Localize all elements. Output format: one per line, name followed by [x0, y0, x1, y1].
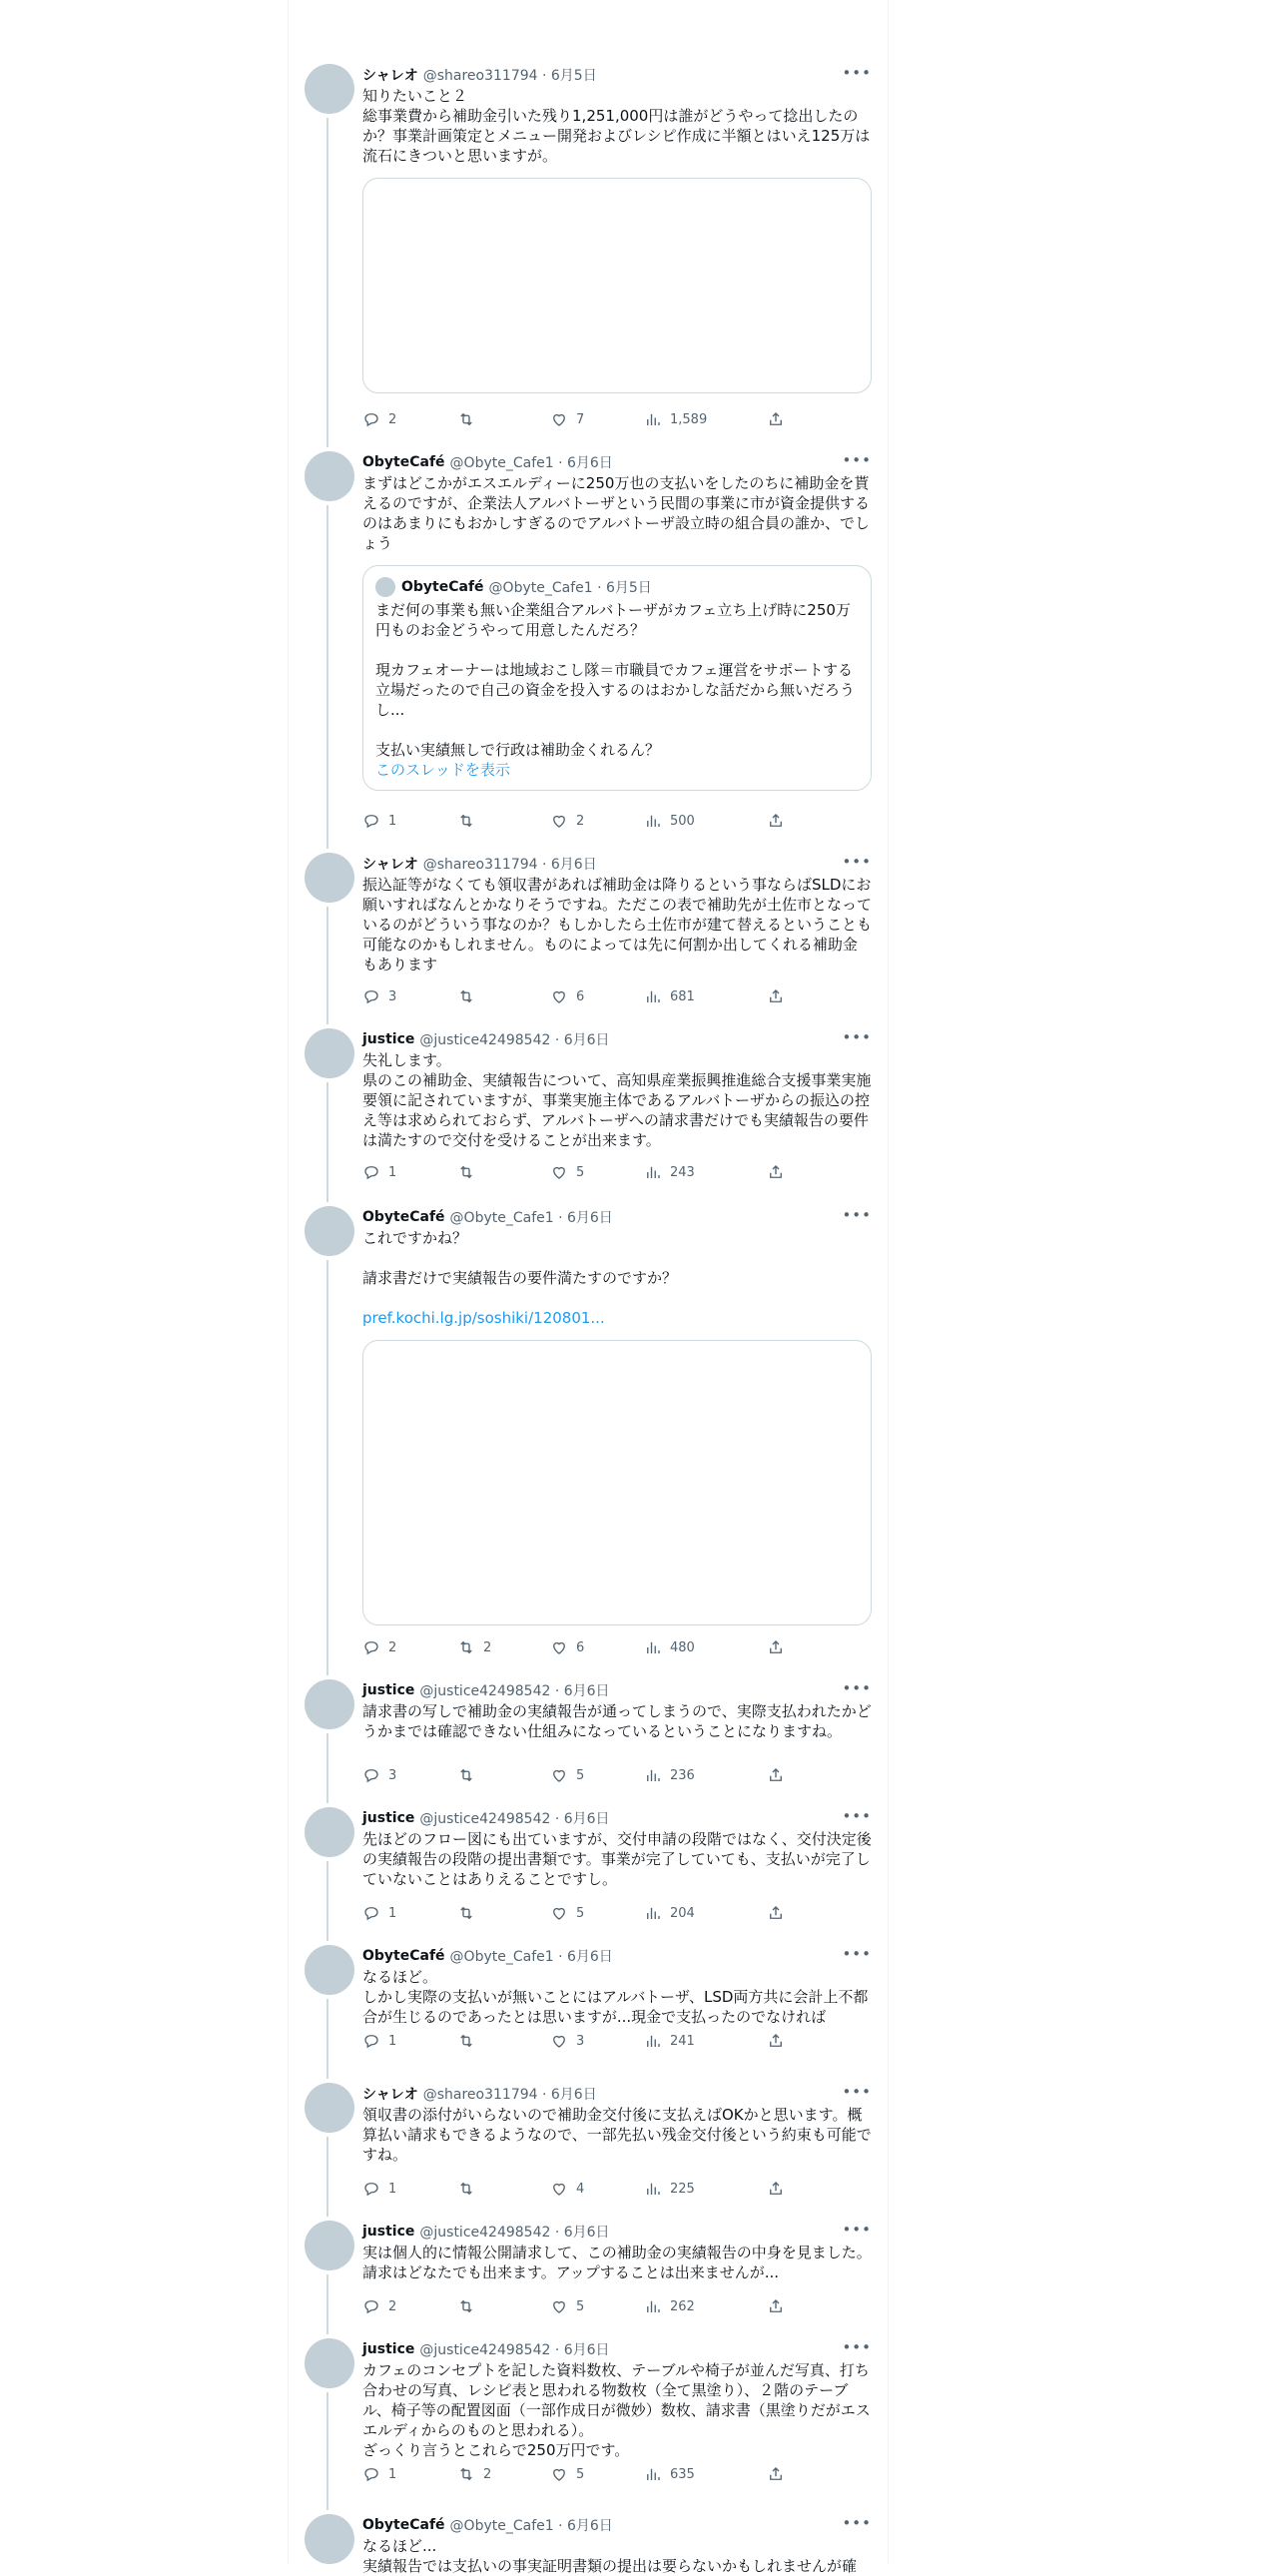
- reply-button[interactable]: 3: [362, 987, 396, 1005]
- author-name[interactable]: シャレオ: [362, 857, 418, 873]
- share-icon: [767, 1766, 785, 1784]
- tweet-text: なるほど... 実績報告では支払いの事実証明書類の提出は要らないかもしれませんが確: [362, 2537, 858, 2575]
- thread-line: [326, 118, 328, 447]
- reply-icon: [362, 2032, 380, 2050]
- views-button[interactable]: 262: [644, 2297, 695, 2315]
- author-meta[interactable]: @Obyte_Cafe1 · 6月6日: [449, 1210, 613, 1226]
- media-card[interactable]: [362, 178, 872, 393]
- author-meta[interactable]: @shareo311794 · 6月6日: [422, 857, 597, 873]
- views-icon: [644, 2180, 662, 2198]
- tweet[interactable]: [289, 2514, 888, 2575]
- author-name[interactable]: ObyteCafé: [362, 2517, 445, 2533]
- share-button[interactable]: [767, 987, 785, 1005]
- tweet-text: 請求書の写しで補助金の実績報告が通ってしまうので、実際支払われたかどうかまでは確認できない仕組みになっているということになりますね。: [362, 1702, 872, 1740]
- tweet-actions: [362, 986, 872, 1006]
- author-name[interactable]: シャレオ: [362, 2087, 418, 2103]
- views-icon: [644, 987, 662, 1005]
- views-icon: [644, 2297, 662, 2315]
- retweet-icon: [457, 1163, 475, 1181]
- tweet[interactable]: [289, 853, 888, 1028]
- like-icon: [550, 1163, 568, 1181]
- tweet[interactable]: [289, 1028, 888, 1206]
- share-button[interactable]: [767, 1163, 785, 1181]
- reply-icon: [362, 2297, 380, 2315]
- like-icon: [550, 2297, 568, 2315]
- share-icon: [767, 987, 785, 1005]
- show-thread-link[interactable]: このスレッドを表示: [375, 761, 510, 779]
- views-icon: [644, 410, 662, 428]
- more-icon[interactable]: •••: [842, 1807, 872, 1825]
- retweet-button[interactable]: [457, 410, 483, 428]
- like-icon: [550, 2032, 568, 2050]
- share-button[interactable]: [767, 2465, 785, 2483]
- thread-line: [326, 2137, 328, 2217]
- tweet-text: 知りたいこと２ 総事業費から補助金引いた残り1,251,000円は誰がどうやって捻出したのか？事業計画策定とメニュー開発およびレシピ作成に半額とはいえ125万は流石にきついと思いますが。: [362, 87, 871, 165]
- retweet-icon: [457, 1904, 475, 1922]
- like-button[interactable]: 7: [550, 410, 584, 428]
- tweet[interactable]: [289, 2338, 888, 2514]
- share-icon: [767, 1638, 785, 1656]
- avatar[interactable]: [305, 64, 354, 114]
- reply-button[interactable]: 1: [362, 812, 396, 830]
- tweet-actions: [362, 1903, 872, 1923]
- share-button[interactable]: [767, 2180, 785, 2198]
- share-icon: [767, 1904, 785, 1922]
- retweet-icon: [457, 2297, 475, 2315]
- tweet[interactable]: [289, 2083, 888, 2221]
- quote-author-meta: @Obyte_Cafe1 · 6月5日: [488, 580, 652, 596]
- views-button[interactable]: 635: [644, 2465, 695, 2483]
- retweet-icon: [457, 410, 475, 428]
- share-icon: [767, 410, 785, 428]
- tweet-actions: [362, 2464, 872, 2484]
- tweet-actions: [362, 2031, 872, 2051]
- tweet-actions: [362, 1162, 872, 1182]
- like-button[interactable]: 5: [550, 2465, 584, 2483]
- views-button[interactable]: 243: [644, 1163, 695, 1181]
- reply-button[interactable]: 2: [362, 1638, 396, 1656]
- retweet-icon: [457, 1638, 475, 1656]
- thread-line: [326, 907, 328, 1024]
- more-icon[interactable]: •••: [842, 853, 872, 871]
- author-meta[interactable]: @Obyte_Cafe1 · 6月6日: [449, 2518, 613, 2534]
- tweet-text: 振込証等がなくても領収書があれば補助金は降りるという事ならばSLDにお願いすればなんとかなりそうですね。ただこの表で補助先が土佐市となっているのがどういう事なのか？もしかしたら土佐市が建て替えるということも可能なのかもしれません。ものによっては先に何割か出してくれる補助金もあります: [362, 876, 873, 973]
- share-icon: [767, 2465, 785, 2483]
- thread-line: [326, 1999, 328, 2079]
- media-card[interactable]: [362, 1340, 872, 1625]
- tweet[interactable]: [289, 64, 888, 451]
- retweet-button[interactable]: [457, 1163, 483, 1181]
- author-name[interactable]: justice: [362, 1682, 415, 1698]
- tweet[interactable]: [289, 1206, 888, 1679]
- retweet-button[interactable]: [457, 812, 483, 830]
- author-name[interactable]: ObyteCafé: [362, 454, 445, 470]
- tweet-text: これですかね？ 請求書だけで実績報告の要件満たすのですか？: [362, 1229, 678, 1287]
- like-icon: [550, 1638, 568, 1656]
- author-meta[interactable]: @justice42498542 · 6月6日: [419, 1811, 610, 1827]
- author-name[interactable]: justice: [362, 1031, 415, 1047]
- tweet-text: 失礼します。 県のこの補助金、実績報告について、高知県産業振興推進総合支援事業実施要領に記されていますが、事業実施主体であるアルバトーザからの振込の控え等は求められておらず、アルバトーザへの請求書だけでも実績報告の要件は満たすので交付を受けることが出来ます。: [362, 1051, 872, 1149]
- share-icon: [767, 812, 785, 830]
- author-meta[interactable]: @Obyte_Cafe1 · 6月6日: [449, 1949, 613, 1965]
- tweet[interactable]: [289, 1945, 888, 2083]
- tweet[interactable]: [289, 1679, 888, 1807]
- views-button[interactable]: 681: [644, 987, 695, 1005]
- tweet-text: なるほど。 しかし実際の支払いが無いことにはアルバトーザ、LSD両方共に会計上不都合が生じるのであったとは思いますが...現金で支払ったのでなければ: [362, 1968, 869, 2026]
- reply-button[interactable]: 2: [362, 2297, 396, 2315]
- quote-author-name: ObyteCafé: [401, 579, 484, 595]
- author-meta[interactable]: @Obyte_Cafe1 · 6月6日: [449, 455, 613, 471]
- like-button[interactable]: 3: [550, 2032, 584, 2050]
- author-meta[interactable]: @shareo311794 · 6月6日: [422, 2087, 597, 2103]
- tweet[interactable]: [289, 1807, 888, 1945]
- more-icon[interactable]: •••: [842, 451, 872, 469]
- author-meta[interactable]: @shareo311794 · 6月5日: [422, 68, 597, 84]
- avatar[interactable]: [305, 2083, 354, 2133]
- like-icon: [550, 410, 568, 428]
- tweet-actions: [362, 1637, 872, 1657]
- share-button[interactable]: [767, 2032, 785, 2050]
- reply-icon: [362, 2180, 380, 2198]
- reply-button[interactable]: 1: [362, 1904, 396, 1922]
- more-icon[interactable]: •••: [842, 2083, 872, 2101]
- retweet-icon: [457, 2180, 475, 2198]
- author-name[interactable]: ObyteCafé: [362, 1209, 445, 1225]
- avatar[interactable]: [305, 2221, 354, 2270]
- like-button[interactable]: 6: [550, 1638, 584, 1656]
- retweet-button[interactable]: 2: [457, 1638, 491, 1656]
- avatar[interactable]: [305, 1945, 354, 1995]
- views-icon: [644, 1638, 662, 1656]
- thread-line: [326, 2274, 328, 2334]
- like-icon: [550, 812, 568, 830]
- retweet-button[interactable]: [457, 1766, 483, 1784]
- views-icon: [644, 1163, 662, 1181]
- avatar[interactable]: [305, 2514, 354, 2564]
- tweet-actions: [362, 1765, 872, 1785]
- thread-line: [326, 1260, 328, 1675]
- author-name[interactable]: justice: [362, 2341, 415, 2357]
- tweet-actions: [362, 811, 872, 831]
- reply-icon: [362, 2465, 380, 2483]
- reply-icon: [362, 987, 380, 1005]
- thread-line: [326, 505, 328, 849]
- avatar[interactable]: [305, 1028, 354, 1078]
- retweet-icon: [457, 812, 475, 830]
- author-meta[interactable]: @justice42498542 · 6月6日: [419, 1683, 610, 1699]
- quoted-tweet[interactable]: [362, 565, 872, 791]
- like-button[interactable]: 4: [550, 2180, 584, 2198]
- avatar[interactable]: [305, 1679, 354, 1729]
- reply-icon: [362, 1163, 380, 1181]
- avatar[interactable]: [305, 2338, 354, 2388]
- like-button[interactable]: 6: [550, 987, 584, 1005]
- author-meta[interactable]: @justice42498542 · 6月6日: [419, 2342, 610, 2358]
- views-button[interactable]: 480: [644, 1638, 695, 1656]
- share-icon: [767, 2297, 785, 2315]
- like-icon: [550, 2180, 568, 2198]
- views-button[interactable]: 204: [644, 1904, 695, 1922]
- share-button[interactable]: [767, 812, 785, 830]
- more-icon[interactable]: •••: [842, 1945, 872, 1963]
- author-meta[interactable]: @justice42498542 · 6月6日: [419, 1032, 610, 1048]
- share-icon: [767, 2180, 785, 2198]
- reply-icon: [362, 812, 380, 830]
- like-icon: [550, 987, 568, 1005]
- more-icon[interactable]: •••: [842, 1206, 872, 1224]
- share-button[interactable]: [767, 410, 785, 428]
- author-name[interactable]: justice: [362, 2224, 415, 2240]
- like-icon: [550, 1904, 568, 1922]
- retweet-button[interactable]: [457, 2032, 483, 2050]
- avatar[interactable]: [305, 853, 354, 903]
- avatar[interactable]: [305, 451, 354, 501]
- retweet-icon: [457, 1766, 475, 1784]
- more-icon[interactable]: •••: [842, 2514, 872, 2532]
- reply-button[interactable]: 3: [362, 1766, 396, 1784]
- views-icon: [644, 2465, 662, 2483]
- tweet-text: 領収書の添付がいらないので補助金交付後に支払えばOKかと思います。概算払い請求もできるようなので、一部先払い残金交付後という約束も可能ですね。: [362, 2106, 872, 2164]
- like-button[interactable]: 5: [550, 1766, 584, 1784]
- retweet-icon: [457, 2032, 475, 2050]
- avatar[interactable]: [305, 1206, 354, 1256]
- thread-line: [326, 1861, 328, 1941]
- tweet-text: 実は個人的に情報公開請求して、この補助金の実績報告の中身を見ました。請求はどなたでも出来ます。アップすることは出来ませんが...: [362, 2244, 872, 2281]
- tweet-text: 先ほどのフロー図にも出ていますが、交付申請の段階ではなく、交付決定後の実績報告の段階の提出書類です。事業が完了していても、支払いが完了していないことはありえることですし。: [362, 1830, 872, 1888]
- tweet-actions: [362, 409, 872, 429]
- tweet-actions: [362, 2179, 872, 2199]
- reply-button[interactable]: 1: [362, 2465, 396, 2483]
- reply-icon: [362, 1766, 380, 1784]
- author-meta[interactable]: @justice42498542 · 6月6日: [419, 2225, 610, 2241]
- thread-line: [326, 2392, 328, 2510]
- views-button[interactable]: 1,589: [644, 410, 707, 428]
- thread-line: [326, 1082, 328, 1202]
- share-icon: [767, 1163, 785, 1181]
- avatar[interactable]: [305, 1807, 354, 1857]
- share-button[interactable]: [767, 1638, 785, 1656]
- share-button[interactable]: [767, 2297, 785, 2315]
- views-icon: [644, 1904, 662, 1922]
- share-button[interactable]: [767, 1904, 785, 1922]
- more-icon[interactable]: •••: [842, 1679, 872, 1697]
- external-link[interactable]: pref.kochi.lg.jp/soshiki/120801...: [362, 1309, 605, 1327]
- views-button[interactable]: 241: [644, 2032, 695, 2050]
- retweet-icon: [457, 987, 475, 1005]
- author-name[interactable]: ObyteCafé: [362, 1948, 445, 1964]
- views-button[interactable]: 236: [644, 1766, 695, 1784]
- quote-text: まだ何の事業も無い企業組合アルバトーザがカフェ立ち上げ時に250万円ものお金どうやって用意したんだろ？ 現カフェオーナーは地域おこし隊＝市職員でカフェ運営をサポートする立場だったので自己の資金を投入するのはおかしな話だから無いだろうし... 支払い実績無しで行政は補助金くれるん？: [375, 601, 856, 759]
- reply-icon: [362, 1638, 380, 1656]
- like-icon: [550, 2465, 568, 2483]
- like-button[interactable]: 5: [550, 2297, 584, 2315]
- like-button[interactable]: 5: [550, 1904, 584, 1922]
- more-icon[interactable]: •••: [842, 2338, 872, 2356]
- views-icon: [644, 1766, 662, 1784]
- reply-button[interactable]: 1: [362, 2180, 396, 2198]
- thread-line: [326, 1733, 328, 1803]
- like-button[interactable]: 5: [550, 1163, 584, 1181]
- views-button[interactable]: 500: [644, 812, 695, 830]
- more-icon[interactable]: •••: [842, 1028, 872, 1046]
- reply-icon: [362, 410, 380, 428]
- retweet-button[interactable]: [457, 987, 483, 1005]
- share-icon: [767, 2032, 785, 2050]
- timeline-column: [288, 0, 889, 2575]
- author-name[interactable]: justice: [362, 1810, 415, 1826]
- retweet-button[interactable]: 2: [457, 2465, 491, 2483]
- more-icon[interactable]: •••: [842, 64, 872, 82]
- retweet-button[interactable]: [457, 1904, 483, 1922]
- tweet-text: まずはどこかがエスエルディーに250万也の支払いをしたのちに補助金を貰えるのですが、企業法人アルバトーザという民間の事業に市が資金提供するのはあまりにもおかしすぎるのでアルバトーザ設立時の組合員の誰か、でしょう: [362, 474, 871, 552]
- like-button[interactable]: 2: [550, 812, 584, 830]
- tweet[interactable]: [289, 2221, 888, 2338]
- tweet-text: カフェのコンセプトを記した資料数枚、テーブルや椅子が並んだ写真、打ち合わせの写真、レシピ表と思われる物数枚（全て黒塗り）、２階のテーブル、椅子等の配置図面（一部作成日が微妙）数枚、請求書（黒塗りだがエスエルディからのものと思われる）。 ざっくり言うとこれらで250万円です。: [362, 2361, 871, 2459]
- reply-button[interactable]: 1: [362, 2032, 396, 2050]
- reply-button[interactable]: 2: [362, 410, 396, 428]
- retweet-button[interactable]: [457, 2297, 483, 2315]
- share-button[interactable]: [767, 1766, 785, 1784]
- views-icon: [644, 812, 662, 830]
- views-icon: [644, 2032, 662, 2050]
- reply-button[interactable]: 1: [362, 1163, 396, 1181]
- tweet[interactable]: [289, 451, 888, 853]
- more-icon[interactable]: •••: [842, 2221, 872, 2239]
- retweet-icon: [457, 2465, 475, 2483]
- reply-icon: [362, 1904, 380, 1922]
- views-button[interactable]: 225: [644, 2180, 695, 2198]
- quote-avatar: [375, 577, 395, 597]
- tweet-actions: [362, 2296, 872, 2316]
- retweet-button[interactable]: [457, 2180, 483, 2198]
- like-icon: [550, 1766, 568, 1784]
- author-name[interactable]: シャレオ: [362, 68, 418, 84]
